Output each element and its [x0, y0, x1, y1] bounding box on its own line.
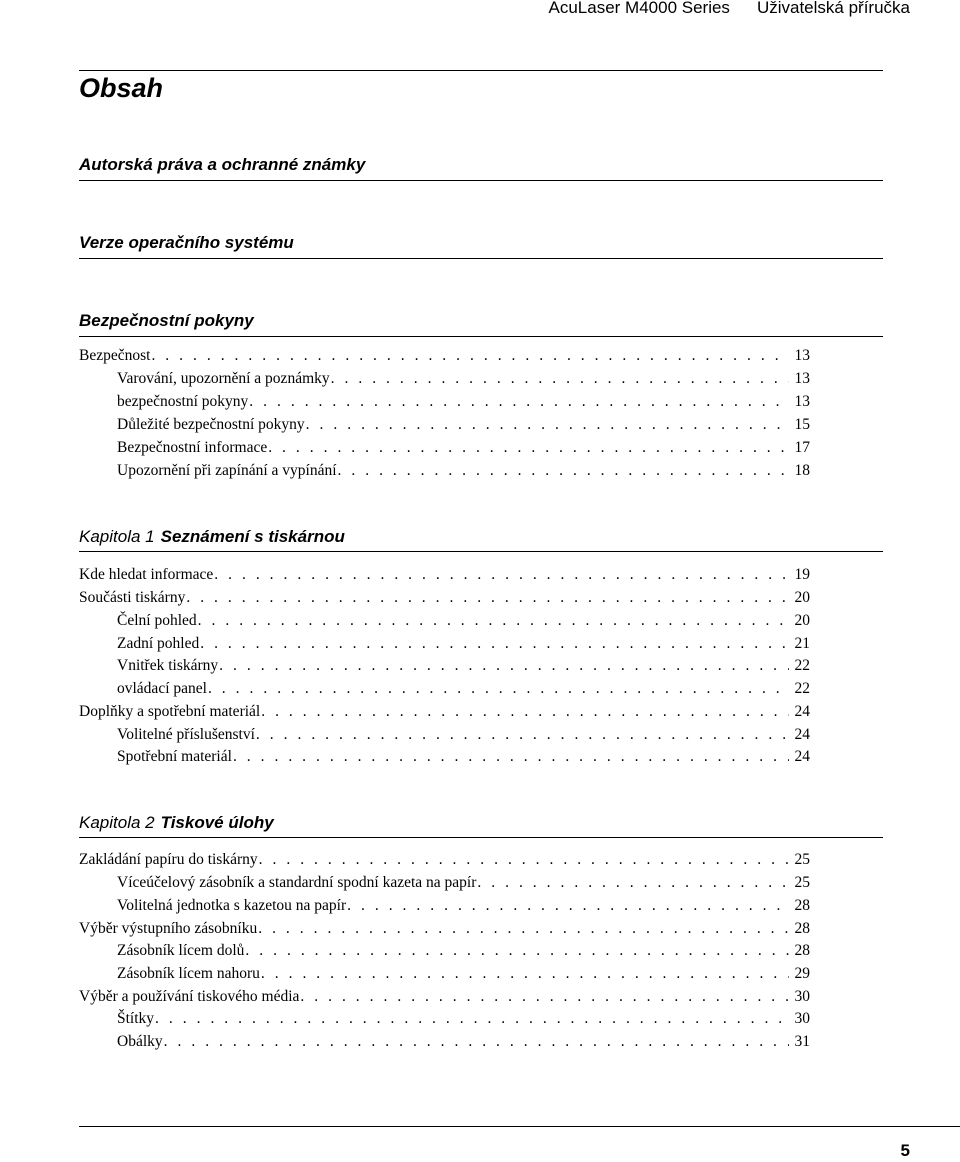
toc-entry-page: 13 [794, 393, 810, 410]
toc-entry-label: Bezpečnostní informace [117, 439, 268, 456]
toc-entry[interactable] [117, 414, 810, 436]
toc-entry-page: 20 [794, 612, 810, 629]
dot-leader [200, 633, 788, 655]
section-rule [79, 336, 883, 337]
toc-entry-label: Upozornění při zapínání a vypínání [117, 462, 337, 479]
toc-entry-label: Zadní pohled [117, 635, 200, 652]
toc-entry-page: 25 [794, 851, 810, 868]
page-number: 5 [900, 1141, 910, 1160]
toc-entry-page: 22 [794, 680, 810, 697]
toc-entry-label: Součásti tiskárny [79, 589, 186, 606]
dot-leader [261, 963, 789, 985]
section-title-label: Bezpečnostní pokyny [79, 311, 254, 330]
toc-entry-page: 29 [794, 965, 810, 982]
toc-entry-page: 24 [794, 726, 810, 743]
chapter-label: Kapitola 2 [79, 813, 155, 832]
toc-entry-label: Doplňky a spotřební materiál [79, 703, 261, 720]
dot-leader [151, 345, 788, 367]
section-title-label: Autorská práva a ochranné známky [79, 155, 366, 174]
chapter-name: Tiskové úlohy [160, 813, 274, 832]
toc-entry-page: 15 [794, 416, 810, 433]
section-title-label: Verze operačního systému [79, 233, 294, 252]
chapter-label: Kapitola 1 [79, 527, 155, 546]
toc-entry[interactable] [117, 368, 810, 390]
dot-leader [208, 678, 789, 700]
toc-entry-page: 30 [794, 988, 810, 1005]
toc-entry-page: 24 [794, 703, 810, 720]
toc-entry-label: Kde hledat informace [79, 566, 214, 583]
header-product-name: AcuLaser M4000 Series [548, 0, 730, 17]
section-title-os[interactable] [79, 232, 883, 254]
toc-entry-page: 28 [794, 920, 810, 937]
toc-entry-page: 18 [794, 462, 810, 479]
toc-entry-page: 24 [794, 748, 810, 765]
toc-entry-label: Spotřební materiál [117, 748, 232, 765]
toc-entry[interactable] [79, 345, 810, 367]
dot-leader [258, 918, 788, 940]
dot-leader [233, 746, 789, 768]
toc-entry[interactable] [117, 655, 810, 677]
toc-entry[interactable] [79, 701, 810, 723]
dot-leader [214, 564, 788, 586]
dot-leader [347, 895, 788, 917]
toc-entry[interactable] [117, 610, 810, 632]
section-rule [79, 551, 883, 552]
section-rule [79, 258, 883, 259]
toc-entry-label: bezpečnostní pokyny [117, 393, 249, 410]
toc-entry[interactable] [117, 460, 810, 482]
toc-entry[interactable] [117, 678, 810, 700]
toc-entry[interactable] [117, 895, 810, 917]
toc-entry[interactable] [117, 963, 810, 985]
toc-entry[interactable] [79, 918, 810, 940]
dot-leader [300, 986, 788, 1008]
toc-entry[interactable] [79, 564, 810, 586]
dot-leader [245, 940, 788, 962]
toc-entry-page: 21 [794, 635, 810, 652]
footer-rule [79, 1126, 960, 1127]
toc-entry-label: Bezpečnost [79, 347, 151, 364]
dot-leader [164, 1031, 789, 1053]
toc-entry[interactable] [79, 986, 810, 1008]
toc-entry-label: Vnitřek tiskárny [117, 657, 219, 674]
dot-leader [198, 610, 789, 632]
toc-entry-label: Obálky [117, 1033, 163, 1050]
toc-entry-page: 30 [794, 1010, 810, 1027]
section-title-safety[interactable] [79, 310, 883, 332]
dot-leader [256, 724, 789, 746]
section-rule [79, 180, 883, 181]
toc-entry-label: Výběr výstupního zásobníku [79, 920, 258, 937]
dot-leader [249, 391, 788, 413]
toc-entry-label: Víceúčelový zásobník a standardní spodní kazeta na papír [117, 874, 477, 891]
toc-entry-page: 28 [794, 897, 810, 914]
toc-entry[interactable] [79, 587, 810, 609]
chapter-name: Seznámení s tiskárnou [160, 527, 345, 546]
toc-entry-page: 19 [794, 566, 810, 583]
toc-entry-page: 22 [794, 657, 810, 674]
toc-entry-label: Volitelné příslušenství [117, 726, 255, 743]
toc-entry[interactable] [117, 872, 810, 894]
section-title-copyright[interactable] [79, 154, 883, 176]
toc-entry-page: 20 [794, 589, 810, 606]
dot-leader [338, 460, 789, 482]
section-rule [79, 837, 883, 838]
dot-leader [259, 849, 789, 871]
dot-leader [331, 368, 789, 390]
dot-leader [155, 1008, 788, 1030]
dot-leader [306, 414, 789, 436]
toc-entry-label: Zakládání papíru do tiskárny [79, 851, 258, 868]
dot-leader [477, 872, 788, 894]
toc-entry-page: 28 [794, 942, 810, 959]
toc-entry[interactable] [117, 391, 810, 413]
toc-entry-page: 31 [794, 1033, 810, 1050]
toc-entry-label: Důležité bezpečnostní pokyny [117, 416, 305, 433]
toc-entry[interactable] [117, 1031, 810, 1053]
dot-leader [186, 587, 788, 609]
dot-leader [261, 701, 788, 723]
toc-entry-label: Čelní pohled [117, 612, 197, 629]
toc-entry-label: Výběr a používání tiskového média [79, 988, 300, 1005]
toc-entry-page: 13 [794, 347, 810, 364]
title-rule [79, 70, 883, 71]
toc-entry[interactable] [117, 1008, 810, 1030]
toc-entry[interactable] [117, 437, 810, 459]
toc-entry[interactable] [117, 746, 810, 768]
toc-entry-label: Štítky [117, 1010, 155, 1027]
dot-leader [219, 655, 788, 677]
toc-entry-label: ovládací panel [117, 680, 207, 697]
toc-entry-label: Varování, upozornění a poznámky [117, 370, 330, 387]
toc-entry-page: 17 [794, 439, 810, 456]
toc-entry[interactable] [79, 849, 810, 871]
dot-leader [268, 437, 788, 459]
running-header [549, 0, 911, 18]
toc-entry-page: 13 [794, 370, 810, 387]
section-title-chapter-1[interactable] [79, 526, 883, 548]
toc-entry-label: Zásobník lícem nahoru [117, 965, 260, 982]
toc-entry-label: Zásobník lícem dolů [117, 942, 245, 959]
section-title-chapter-2[interactable] [79, 812, 883, 834]
toc-entry[interactable] [117, 633, 810, 655]
header-manual-name: Uživatelská příručka [756, 0, 910, 17]
toc-entry[interactable] [117, 724, 810, 746]
toc-entry-label: Volitelná jednotka s kazetou na papír [117, 897, 347, 914]
toc-entry-page: 25 [794, 874, 810, 891]
page-title: Obsah [79, 73, 164, 103]
toc-entry[interactable] [117, 940, 810, 962]
